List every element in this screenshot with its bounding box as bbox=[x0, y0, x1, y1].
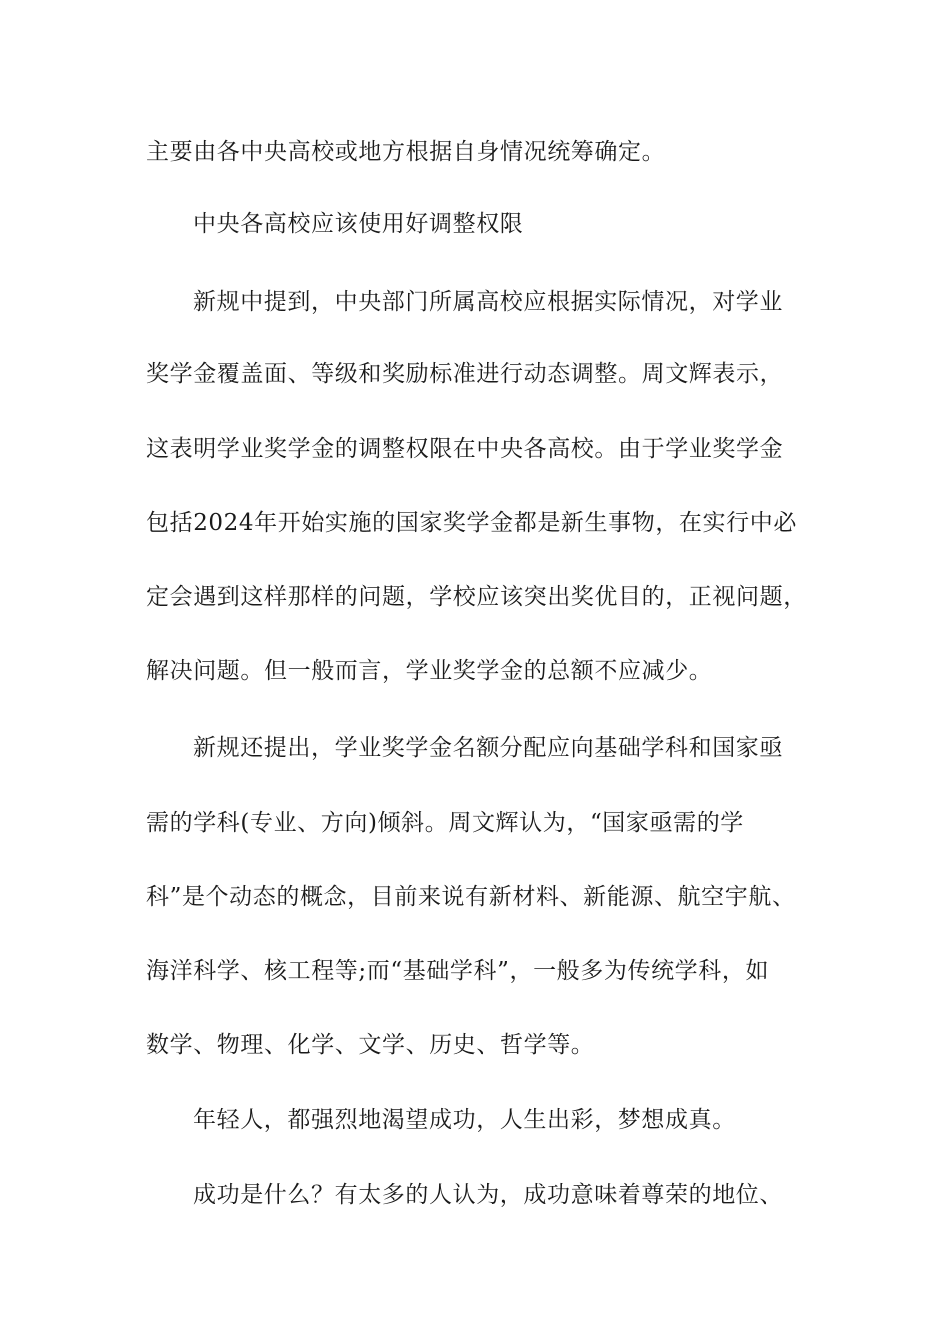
text-line: 成功是什么？有太多的人认为，成功意味着尊荣的地位、 bbox=[193, 1182, 783, 1208]
text-line: 包括2024年开始实施的国家奖学金都是新生事物，在实行中必 bbox=[146, 510, 797, 536]
text-line: 这表明学业奖学金的调整权限在中央各高校。由于学业奖学金 bbox=[146, 436, 784, 462]
text-line: 需的学科(专业、方向)倾斜。周文辉认为，“国家亟需的学 bbox=[146, 810, 744, 836]
text-line: 新规中提到，中央部门所属高校应根据实际情况，对学业 bbox=[193, 289, 783, 315]
text-line: 数学、物理、化学、文学、历史、哲学等。 bbox=[146, 1032, 595, 1058]
text-line: 主要由各中央高校或地方根据自身情况统筹确定。 bbox=[146, 139, 666, 165]
text-line: 年轻人，都强烈地渴望成功，人生出彩，梦想成真。 bbox=[193, 1107, 736, 1133]
text-line: 定会遇到这样那样的问题，学校应该突出奖优目的，正视问题， bbox=[146, 584, 807, 610]
text-line: 解决问题。但一般而言，学业奖学金的总额不应减少。 bbox=[146, 658, 713, 684]
text-line: 新规还提出，学业奖学金名额分配应向基础学科和国家亟 bbox=[193, 735, 783, 761]
section-heading: 中央各高校应该使用好调整权限 bbox=[193, 211, 524, 237]
text-line: 奖学金覆盖面、等级和奖励标准进行动态调整。周文辉表示， bbox=[146, 361, 784, 387]
text-line: 海洋科学、核工程等;而“基础学科”，一般多为传统学科，如 bbox=[146, 958, 770, 984]
text-line: 科”是个动态的概念，目前来说有新材料、新能源、航空宇航、 bbox=[146, 884, 796, 910]
